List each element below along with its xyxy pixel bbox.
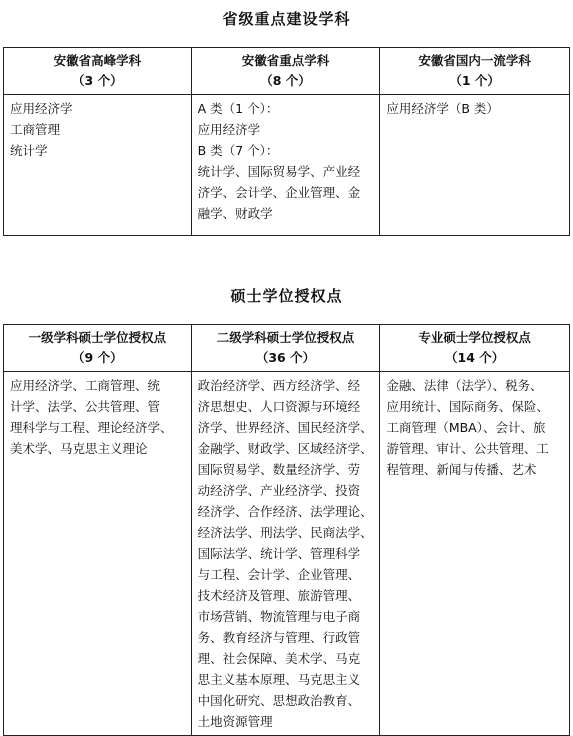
table-header-row xyxy=(4,325,570,372)
cell-text-line: 思主义基本原理、马克思主义 xyxy=(197,672,361,687)
cell-text-line: 济学、世界经济、国民经济学、 xyxy=(197,420,373,435)
cell-text-line: 金融、法律（法学）、税务、 xyxy=(386,378,543,393)
cell-first-level xyxy=(4,372,192,736)
column-header-name: 安徽省重点学科 xyxy=(241,53,330,68)
cell-text-line: 工商管理 xyxy=(10,122,61,137)
section-title-key-disciplines: 省级重点建设学科 xyxy=(222,10,351,28)
column-header-peak-disciplines xyxy=(4,48,192,95)
column-header-count: （14 个） xyxy=(445,350,505,365)
column-header-name: 专业硕士学位授权点 xyxy=(418,330,531,345)
cell-text-line: 经济学、合作经济、法学理论、 xyxy=(197,504,373,519)
cell-text-line: 美术学、马克思主义理论 xyxy=(10,441,148,456)
column-header-count: （1 个） xyxy=(449,73,500,88)
cell-first-class-disciplines xyxy=(380,95,570,236)
column-header-first-level xyxy=(4,325,192,372)
cell-text-line: 国际贸易学、数量经济学、劳 xyxy=(197,462,361,477)
cell-text-line: 金融学、财政学、区域经济学、 xyxy=(197,441,373,456)
column-header-count: （8 个） xyxy=(260,73,311,88)
column-header-name: 二级学科硕士学位授权点 xyxy=(216,330,355,345)
cell-key-disciplines xyxy=(191,95,380,236)
cell-text-line: 游管理、审计、公共管理、工 xyxy=(386,441,549,456)
cell-text-line: 统计学 xyxy=(10,143,48,158)
cell-peak-disciplines xyxy=(4,95,192,236)
cell-text-line: 技术经济及管理、旅游管理、 xyxy=(197,588,361,603)
cell-text-line: 中国化研究、思想政治教育、 xyxy=(197,693,361,708)
section-title-master-degree: 硕士学位授权点 xyxy=(230,287,343,305)
cell-text-line: 应用经济学、工商管理、统 xyxy=(10,378,161,393)
cell-text-line: 工商管理（MBA）、会计、旅 xyxy=(386,420,546,435)
cell-text-line: 务、教育经济与管理、行政管 xyxy=(197,630,361,645)
table-body-row xyxy=(4,95,570,236)
column-header-count: （36 个） xyxy=(255,350,316,365)
cell-text-line: 动经济学、产业经济学、投资 xyxy=(197,483,361,498)
cell-text-line: 应用经济学 xyxy=(10,101,73,116)
cell-text-line: 程管理、新闻与传播、艺术 xyxy=(386,462,537,477)
cell-text-line: 与工程、会计学、企业管理、 xyxy=(197,567,361,582)
cell-text-line: 济思想史、人口资源与环境经 xyxy=(197,399,361,414)
cell-professional xyxy=(380,372,570,736)
cell-text-line: 理科学与工程、理论经济学、 xyxy=(10,420,173,435)
master-degree-table xyxy=(3,324,570,736)
table-header-row xyxy=(4,48,570,95)
cell-text-line: 计学、法学、公共管理、管 xyxy=(10,399,161,414)
column-header-count: （3 个） xyxy=(72,73,123,88)
cell-text-line: 政治经济学、西方经济学、经 xyxy=(197,378,361,393)
column-header-second-level xyxy=(191,325,380,372)
column-header-name: 一级学科硕士学位授权点 xyxy=(28,330,167,345)
cell-text-line: A 类（1 个）： xyxy=(197,101,279,116)
cell-text-line: 理、社会保障、美术学、马克 xyxy=(197,651,361,666)
cell-text-line: 融学、财政学 xyxy=(197,206,273,221)
column-header-key-disciplines xyxy=(191,48,380,95)
column-header-name: 安徽省高峰学科 xyxy=(53,53,142,68)
cell-text-line: 应用统计、国际商务、保险、 xyxy=(386,399,549,414)
column-header-name: 安徽省国内一流学科 xyxy=(418,53,531,68)
column-header-professional xyxy=(380,325,570,372)
cell-text-line: 应用经济学（B 类） xyxy=(386,101,499,116)
cell-text-line: 市场营销、物流管理与电子商 xyxy=(197,609,361,624)
cell-text-line: 国际法学、统计学、管理科学 xyxy=(197,546,361,561)
column-header-first-class-disciplines xyxy=(380,48,570,95)
column-header-count: （9 个） xyxy=(72,350,123,365)
cell-text-line: 应用经济学 xyxy=(197,122,261,137)
cell-text-line: 土地资源管理 xyxy=(197,714,273,729)
cell-second-level xyxy=(191,372,380,736)
table-body-row xyxy=(4,372,570,736)
cell-text-line: B 类（7 个）： xyxy=(197,143,279,158)
cell-text-line: 经济法学、刑法学、民商法学、 xyxy=(197,525,373,540)
key-disciplines-table xyxy=(3,47,570,236)
cell-text-line: 济学、会计学、企业管理、金 xyxy=(197,185,361,200)
cell-text-line: 统计学、国际贸易学、产业经 xyxy=(197,164,361,179)
